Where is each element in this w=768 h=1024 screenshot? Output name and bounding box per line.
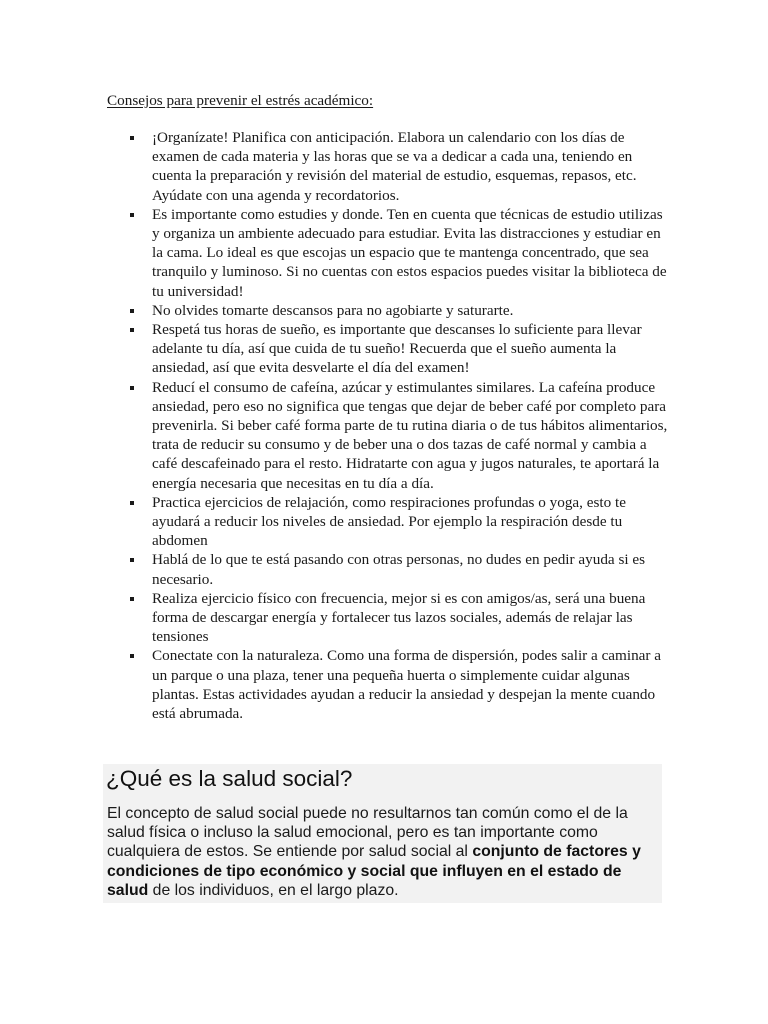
list-item (128, 550, 668, 588)
tip-text: Hablá de lo que te está pasando con otras personas, no dudes en pedir ayuda si es necesario. (152, 551, 646, 588)
paragraph-bold-text: conjunto de factores y condiciones de tipo económico y social que influyen en el estado de salud (107, 843, 641, 899)
social-health-paragraph (107, 804, 667, 900)
tip-text: Practica ejercicios de relajación, como respiraciones profundas o yoga, esto te ayudará a reducir los niveles de ansiedad. Por ejemplo la respiración desde tu abdomen (152, 493, 626, 550)
stress-tips-list (128, 128, 668, 723)
list-item (128, 301, 668, 320)
list-item (128, 320, 668, 378)
tip-text: Conectate con la naturaleza. Como una forma de dispersión, podes salir a caminar a un parque o una plaza, tener una pequeña huerta o simplemente cuidar algunas plantas. Estas actividades ayudan a reducir la ansiedad y despejan la mente cuando está abrumada. (152, 647, 662, 723)
social-health-section (103, 764, 662, 903)
list-item (128, 493, 668, 551)
tip-text: Es importante como estudies y donde. Ten en cuenta que técnicas de estudio utilizas y organiza un ambiente adecuado para estudiar. Evita las distracciones y estudiar en la cama. Lo ideal es que escojas un espacio que te mantenga concentrado, que sea tranquilo y luminoso. Si no cuentas con estos espacios puedes visitar la biblioteca de tu universidad! (152, 205, 667, 300)
social-health-title: ¿Qué es la salud social? (106, 766, 353, 791)
tip-text: No olvides tomarte descansos para no agobiarte y saturarte. (152, 301, 514, 319)
list-item (128, 646, 668, 723)
list-item (128, 205, 668, 301)
square-bullet-icon (130, 501, 134, 505)
tip-text: Respetá tus horas de sueño, es importante que descanses lo suficiente para llevar adelante tu día, así que cuida de tu sueño! Recuerda que el sueño aumenta la ansiedad, así que evita desvelarte el día del examen! (152, 321, 642, 377)
paragraph-text-end: de los individuos, en el largo plazo. (148, 881, 399, 899)
square-bullet-icon (130, 597, 134, 601)
square-bullet-icon (130, 136, 134, 140)
tip-text: ¡Organízate! Planifica con anticipación. Elabora un calendario con los días de examen de cada materia y las horas que se va a dedicar a cada una, teniendo en cuenta la preparación y revisión del material de estudio, esquemas, repasos, etc. Ayúdate con una agenda y recordatorios. (152, 129, 637, 204)
list-item (128, 589, 668, 647)
tip-text: Reducí el consumo de cafeína, azúcar y estimulantes similares. La cafeína produce ansiedad, pero eso no significa que tengas que dejar de beber café por completo para prevenirla. Si beber café forma parte de tu rutina diaria o de tus hábitos alimentarios, trata de reducir su consumo y de beber una o dos tazas de café normal y cambia a café descafeinado para el resto. Hidratarte con agua y jugos naturales, te aportará la energía necesaria que necesitas en tu día a día. (152, 378, 668, 492)
square-bullet-icon (130, 386, 134, 390)
square-bullet-icon (130, 558, 134, 562)
tip-text: Realiza ejercicio físico con frecuencia, mejor si es con amigos/as, será una buena forma de descargar energía y fortalecer tus lazos sociales, además de relajar las tensiones (152, 589, 646, 646)
square-bullet-icon (130, 213, 134, 217)
list-item (128, 128, 668, 205)
square-bullet-icon (130, 654, 134, 658)
square-bullet-icon (130, 328, 134, 332)
stress-tips-heading: Consejos para prevenir el estrés académico: (107, 92, 374, 109)
paragraph-text: El concepto de salud social puede no resultarnos tan común como el de la salud física o incluso la salud emocional, pero es tan importante como cualquiera de estos. Se entiende por salud social al (107, 805, 628, 861)
list-item (128, 378, 668, 493)
square-bullet-icon (130, 309, 134, 313)
